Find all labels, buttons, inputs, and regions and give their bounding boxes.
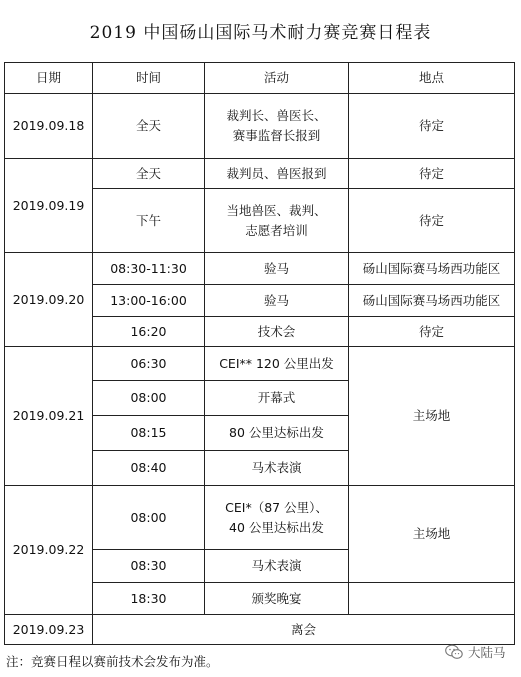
time-cell: 13:00-16:00 <box>93 285 205 317</box>
watermark <box>445 643 506 661</box>
location-cell: 砀山国际赛马场西功能区 <box>349 285 515 317</box>
activity-cell: 马术表演 <box>205 451 349 486</box>
activity-cell <box>205 189 349 253</box>
activity-line: 当地兽医、裁判、 <box>226 202 327 218</box>
watermark-text: 大陆马 <box>468 645 506 660</box>
time-cell: 全天 <box>93 159 205 189</box>
date-cell: 2019.09.18 <box>5 94 93 159</box>
activity-line: 裁判长、兽医长、 <box>226 108 327 123</box>
location-cell: 待定 <box>349 189 515 253</box>
activity-cell: 验马 <box>205 253 349 285</box>
location-cell: 砀山国际赛马场西功能区 <box>349 253 515 285</box>
time-cell: 08:00 <box>93 381 205 416</box>
table-row <box>5 347 515 381</box>
header-location: 地点 <box>349 63 515 94</box>
wechat-icon <box>445 644 463 660</box>
activity-cell: 马术表演 <box>205 550 349 583</box>
date-cell: 2019.09.21 <box>5 347 93 486</box>
footnote: 注：竞赛日程以赛前技术会发布为准。 <box>6 654 219 669</box>
date-cell: 2019.09.20 <box>5 253 93 347</box>
activity-cell: 80 公里达标出发 <box>205 416 349 451</box>
time-cell: 08:15 <box>93 416 205 451</box>
header-time: 时间 <box>93 63 205 94</box>
location-cell: 主场地 <box>349 486 515 583</box>
schedule-table <box>4 62 515 645</box>
header-activity: 活动 <box>205 63 349 94</box>
time-cell: 08:40 <box>93 451 205 486</box>
location-cell: 主场地 <box>349 347 515 486</box>
time-cell: 16:20 <box>93 317 205 347</box>
activity-cell: 离会 <box>93 615 515 645</box>
time-cell: 下午 <box>93 189 205 253</box>
time-cell: 08:00 <box>93 486 205 550</box>
activity-cell <box>205 486 349 550</box>
location-cell: 待定 <box>349 159 515 189</box>
time-cell: 06:30 <box>93 347 205 381</box>
page-title: 2019 中国砀山国际马术耐力赛竞赛日程表 <box>89 23 432 43</box>
location-cell: 待定 <box>349 94 515 159</box>
activity-line: 志愿者培训 <box>245 222 308 238</box>
table-row <box>5 159 515 189</box>
activity-cell: 验马 <box>205 285 349 317</box>
time-cell: 08:30-11:30 <box>93 253 205 285</box>
activity-line: 40 公里达标出发 <box>229 519 324 535</box>
date-cell: 2019.09.22 <box>5 486 93 615</box>
time-cell: 18:30 <box>93 583 205 615</box>
location-cell: 待定 <box>349 317 515 347</box>
table-row <box>5 615 515 645</box>
table-header-row <box>5 63 515 94</box>
time-cell: 全天 <box>93 94 205 159</box>
activity-line: CEI*（87 公里）、 <box>225 499 328 515</box>
activity-cell: 颁奖晚宴 <box>205 583 349 615</box>
date-cell: 2019.09.23 <box>5 615 93 645</box>
table-row <box>5 486 515 550</box>
table-row <box>5 94 515 159</box>
activity-cell: 技术会 <box>205 317 349 347</box>
time-cell: 08:30 <box>93 550 205 583</box>
table-row <box>5 253 515 285</box>
activity-cell: 裁判员、兽医报到 <box>205 159 349 189</box>
location-cell <box>349 583 515 615</box>
activity-cell: CEI** 120 公里出发 <box>205 347 349 381</box>
activity-line: 赛事监督长报到 <box>232 128 321 143</box>
activity-cell <box>205 94 349 159</box>
date-cell: 2019.09.19 <box>5 159 93 253</box>
header-date: 日期 <box>5 63 93 94</box>
activity-cell: 开幕式 <box>205 381 349 416</box>
